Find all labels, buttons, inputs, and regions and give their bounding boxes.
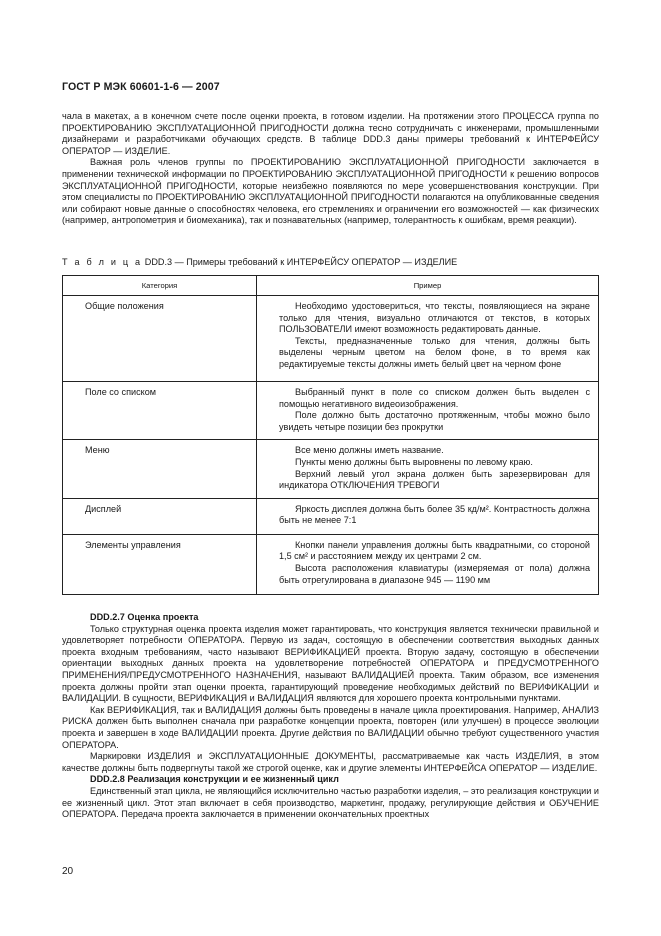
section-heading: DDD.2.8 Реализация конструкции и ее жизненный цикл <box>90 774 339 785</box>
table-cell-category: Поле со списком <box>63 382 257 440</box>
section-paragraph: Единственный этап цикла, не являющийся исключительно частью разработки изделия, – это реализация конструкции и ее жизненный цикл. Этот этап включает в себя производство, маркетинг, продажу, регулирующие действия и ОБУЧЕНИЕ ОПЕРАТОРА. Передача проекта заключается в применении окончательных проектных <box>62 785 599 820</box>
table-caption-text: DDD.3 — Примеры требований к ИНТЕРФЕЙСУ ОПЕРАТОР — ИЗДЕЛИЕ <box>142 257 458 267</box>
example-paragraph: Пункты меню должны быть выровнены по левому краю. <box>295 456 533 467</box>
table-row <box>63 534 599 594</box>
table-cell-category: Элементы управления <box>63 534 257 594</box>
table-cell-example <box>257 382 599 440</box>
intro-text <box>62 111 599 227</box>
example-paragraph: Поле должно быть достаточно протяженным, чтобы можно было увидеть четыре позиции без прокрутки <box>279 410 590 432</box>
example-paragraph: Необходимо удостовериться, что тексты, появляющиеся на экране только для чтения, визуально отличаются от текстов, в которых ПОЛЬЗОВАТЕЛИ имеют возможность редактировать данные. <box>279 301 590 335</box>
intro-paragraph-2: Важная роль членов группы по ПРОЕКТИРОВАНИЮ ЭКСПЛУАТАЦИОННОЙ ПРИГОДНОСТИ заключается в применении технической информации по ПРОЕКТИРОВАНИЮ ЭКСПЛУАТАЦИОННОЙ ПРИГОДНОСТИ к решению вопросов ЭКСПЛУАТАЦИОННОЙ ПРИГОДНОСТИ, которые неизбежно появляются по мере усовершенствования конструкции. При этом специалисты по ПРОЕКТИРОВАНИЮ ЭКСПЛУАТАЦИОННОЙ ПРИГОДНОСТИ полагаются на опубликованные сведения или собирают новые данные о способностях человека, его стремлениях и ограничении его возможностей — как физических (например, антропометрия и биомеханика), так и познавательных (например, толерантность к ошибкам, время реакции). <box>62 157 599 226</box>
table-header-row <box>63 276 599 296</box>
table-caption <box>62 257 457 267</box>
section-paragraph: Маркировки ИЗДЕЛИЯ и ЭКСПЛУАТАЦИОННЫЕ ДОКУМЕНТЫ, рассматриваемые как часть ИЗДЕЛИЯ, в этом качестве должны быть подвергнуты такой же строгой оценке, как и другие элементы ИНТЕРФЕЙСА ОПЕРАТОР — ИЗДЕЛИЕ. <box>62 751 599 773</box>
table-cell-example <box>257 534 599 594</box>
table-row <box>63 498 599 534</box>
section-heading: DDD.2.7 Оценка проекта <box>90 612 199 622</box>
section-paragraph: Как ВЕРИФИКАЦИЯ, так и ВАЛИДАЦИЯ должны быть проведены в начале цикла проектирования. Например, АНАЛИЗ РИСКА должен быть выполнен сначала при разработке концепции проекта, повторен (или улучшен) в процессе эволюции проекта и завершен в ходе ВАЛИДАЦИИ проекта. Другие действия по ВАЛИДАЦИИ обычно требуют существенного участия ОПЕРАТОРА. <box>62 704 599 750</box>
table-cell-example <box>257 498 599 534</box>
example-paragraph: Тексты, предназначенные только для чтения, должны быть выделены черным цветом на белом фоне, в то время как редактируемые тексты должны иметь белый цвет на черном фоне <box>279 335 590 369</box>
page-number: 20 <box>62 866 74 877</box>
requirements-table <box>62 275 599 595</box>
table-cell-category: Дисплей <box>63 498 257 534</box>
table-row <box>63 296 599 382</box>
example-paragraph: Выбранный пункт в поле со списком должен быть выделен с помощью негативного видеоизображения. <box>279 387 590 409</box>
example-paragraph: Кнопки панели управления должны быть квадратными, со стороной 1,5 см² и расстоянием между их центрами 2 см. <box>279 539 590 562</box>
column-header-category: Категория <box>63 276 257 296</box>
example-paragraph: Высота расположения клавиатуры (измеряемая от пола) должна быть отрегулирована в диапазоне 945 — 1190 мм <box>279 562 590 585</box>
table-cell-category: Меню <box>63 440 257 498</box>
table-cell-category: Общие положения <box>63 296 257 382</box>
column-header-example: Пример <box>257 276 599 296</box>
table-row <box>63 382 599 440</box>
section-paragraph: Только структурная оценка проекта изделия может гарантировать, что конструкция является технически правильной и удовлетворяет потребности ОПЕРАТОРА. Первую из задач, состоящую в обеспечении соответствия выходных данных проекта входным требованиям, часто называют ВЕРИФИКАЦИЕЙ проекта. Вторую задачу, состоящую в обеспечении ориентации выходных данных проекта на удовлетворение потребностей ОПЕРАТОРА и ПРЕДУСМОТРЕННОГО ПРИМЕНЕНИЯ/ПРЕДУСМОТРЕННОГО НАЗНАЧЕНИЯ, называют ВАЛИДАЦИЕЙ проекта. Таким образом, все изменения проекта должны пройти этап оценки проекта, гарантирующий проведение необходимых действий по ВЕРИФИКАЦИИ и ВАЛИДАЦИИ. В сущности, ВЕРИФИКАЦИЯ и ВАЛИДАЦИЯ являются для хорошего проекта контрольными пунктами. <box>62 623 599 704</box>
section-ddd-2-7 <box>62 612 599 821</box>
example-paragraph: Верхний левый угол экрана должен быть зарезервирован для индикатора ОТКЛЮЧЕНИЯ ТРЕВОГИ <box>279 468 590 491</box>
example-paragraph: Все меню должны иметь название. <box>295 445 444 456</box>
document-header: ГОСТ Р МЭК 60601-1-6 — 2007 <box>62 81 220 93</box>
example-paragraph: Яркость дисплея должна быть более 35 кд/м². Контрастность должна быть не менее 7:1 <box>279 503 590 526</box>
intro-paragraph-1: чала в макетах, а в конечном счете после оценки проекта, в готовом изделии. На протяжении этого ПРОЦЕССА группа по ПРОЕКТИРОВАНИЮ ЭКСПЛУАТАЦИОННОЙ ПРИГОДНОСТИ должна тесно сотрудничать с инженерами, промышленными дизайнерами и разработчиками обучающих средств. В таблице DDD.3 даны примеры требований к ИНТЕРФЕЙСУ ОПЕРАТОР — ИЗДЕЛИЕ. <box>62 111 599 156</box>
table-row <box>63 440 599 498</box>
table-caption-label: Т а б л и ц а <box>62 257 143 267</box>
table-cell-example <box>257 296 599 382</box>
table-cell-example <box>257 440 599 498</box>
